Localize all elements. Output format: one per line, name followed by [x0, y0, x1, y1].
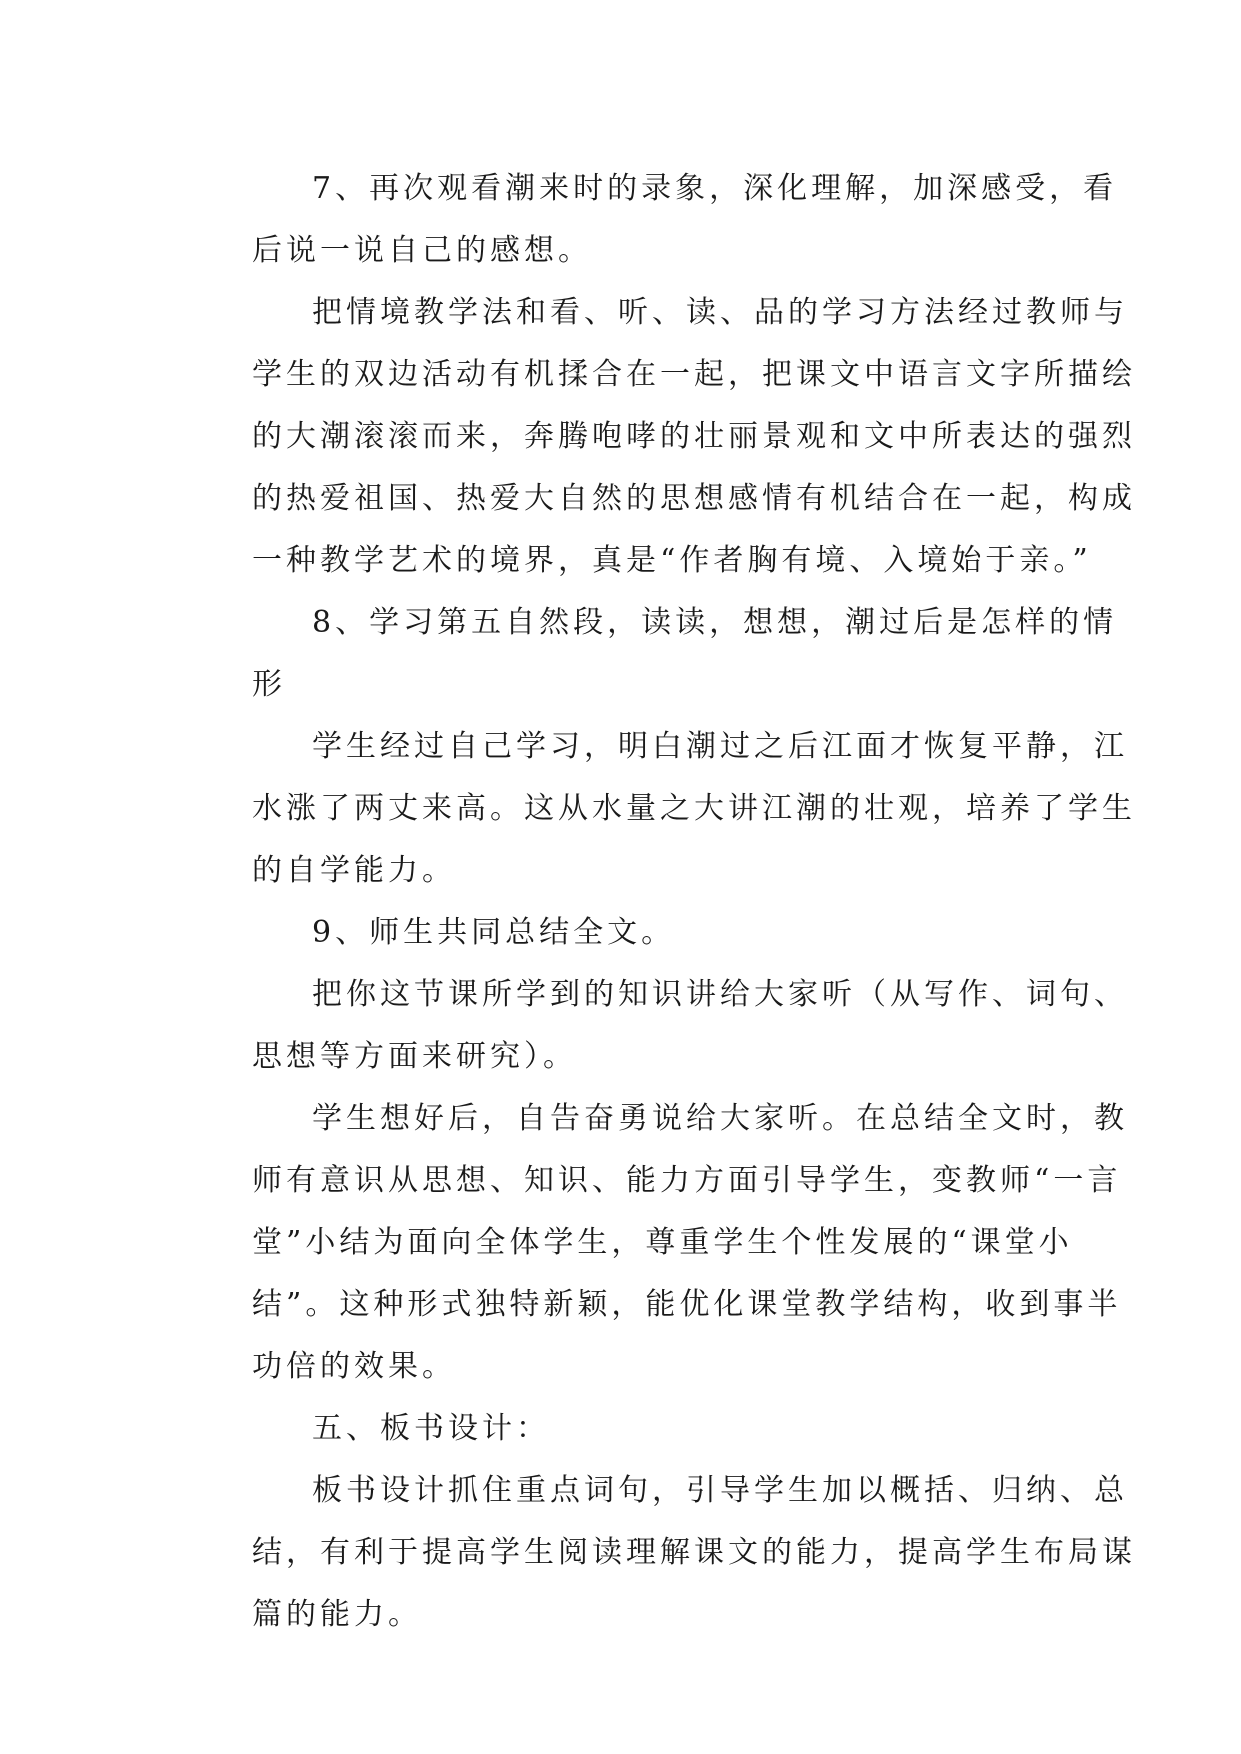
text-line: 篇的能力。: [252, 1597, 422, 1632]
paragraph-summary: [192, 1088, 1128, 1398]
text-line: 9、师生共同总结全文。: [312, 915, 676, 950]
text-line: 水涨了两丈来高。这从水量之大讲江潮的壮观，培养了学生: [252, 791, 1136, 826]
text-line: 功倍的效果。: [252, 1349, 456, 1384]
paragraph-situational-teaching: [192, 282, 1136, 592]
heading-line: 五、板书设计：: [312, 1411, 550, 1446]
text-line: 的大潮滚滚而来，奔腾咆哮的壮丽景观和文中所表达的强烈: [252, 419, 1136, 454]
text-line: 把你这节课所学到的知识讲给大家听（从写作、词句、: [312, 977, 1128, 1012]
text-line: 结，有利于提高学生阅读理解课文的能力，提高学生布局谋: [252, 1535, 1136, 1570]
text-line: 形: [252, 667, 286, 702]
text-line: 一种教学艺术的境界，真是“作者胸有境、入境始于亲。”: [252, 543, 1092, 578]
paragraph-step-7: [192, 158, 1118, 282]
text-line: 8、学习第五自然段，读读，想想，潮过后是怎样的情: [312, 605, 1118, 640]
text-line: 学生的双边活动有机揉合在一起，把课文中语言文字所描绘: [252, 357, 1136, 392]
text-line: 的自学能力。: [252, 853, 456, 888]
paragraph-share-knowledge: [192, 964, 1128, 1088]
text-line: 的热爱祖国、热爱大自然的思想感情有机结合在一起，构成: [252, 481, 1136, 516]
text-line: 后说一说自己的感想。: [252, 233, 592, 268]
text-line: 结”。这种形式独特新颖，能优化课堂教学结构，收到事半: [252, 1287, 1122, 1322]
text-line: 思想等方面来研究）。: [252, 1039, 577, 1074]
section-heading-board-design: [192, 1398, 1062, 1460]
paragraph-board-design: [192, 1460, 1136, 1646]
text-line: 学生想好后，自告奋勇说给大家听。在总结全文时，教: [312, 1101, 1128, 1136]
text-line: 师有意识从思想、知识、能力方面引导学生，变教师“一言: [252, 1163, 1122, 1198]
text-line: 堂”小结为面向全体学生，尊重学生个性发展的“课堂小: [252, 1225, 1073, 1260]
text-line: 学生经过自己学习，明白潮过之后江面才恢复平静，江: [312, 729, 1128, 764]
document-body: [192, 158, 1136, 1646]
paragraph-step-9: [192, 902, 1062, 964]
text-line: 板书设计抓住重点词句，引导学生加以概括、归纳、总: [312, 1473, 1128, 1508]
text-line: 把情境教学法和看、听、读、品的学习方法经过教师与: [312, 295, 1128, 330]
paragraph-step-8: [192, 592, 1118, 716]
paragraph-self-study: [192, 716, 1136, 902]
text-line: 7、再次观看潮来时的录象，深化理解，加深感受，看: [312, 171, 1118, 206]
